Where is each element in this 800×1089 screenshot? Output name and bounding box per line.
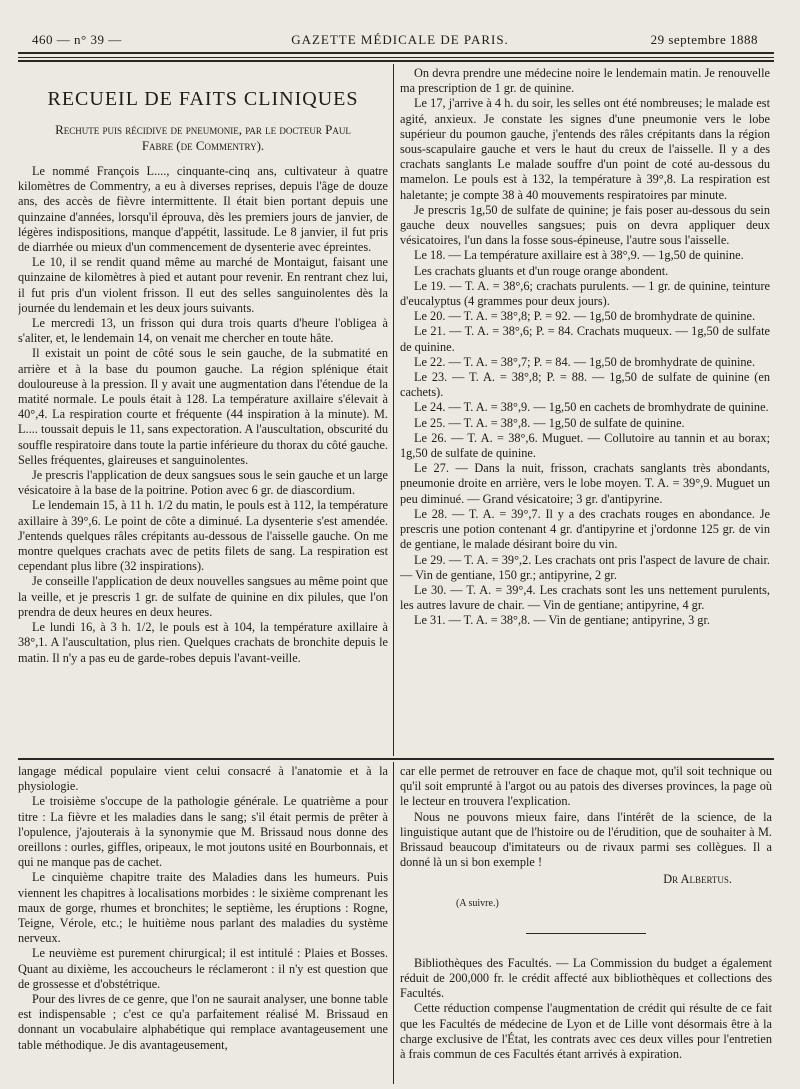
paragraph: Pour des livres de ce genre, que l'on ne saurait analyser, une bonne table est indispensable ; c'est ce qu'a parfaitement réalisé M. Brissaud en donnant un vocabulaire alphabétique qui remplace avantageusement une table méthodique. Je dis avantageusement, [18,992,388,1052]
paragraph: Cette réduction compense l'augmentation de crédit qui résulte de ce fait que les Facultés de médecine de Lyon et de Lille vont désormais être à la charge exclusive de l'État, les contrats avec ces deux villes pour l'entretien à frais commun de ces Facultés étant arrivés à expiration. [400,1001,772,1062]
paragraph: Le lundi 16, à 3 h. 1/2, le pouls est à 104, la température axillaire à 38°,1. A l'auscultation, plus rien. Quelques crachats de bronchite depuis le matin. Il n'y a pas eu de garde-robes depuis l'avant-veille. [18,620,388,665]
paragraph: Le cinquième chapitre traite des Maladies dans les humeurs. Puis viennent les chapitres à localisations morbides : le sixième comprenant les maux de gorge, rhumes et bronchites; le septième, les éruptions : Rogne, Teigne, Vérole, etc.; le huitième nous parlant des maladies du système nerveux. [18,870,388,946]
to-be-continued: (A suivre.) [456,897,499,909]
separator-rule [526,933,646,934]
paragraph: Le 29. — T. A. = 39°,2. Les crachats ont pris l'aspect de lavure de chair. — Vin de gentiane, 150 gr.; antipyrine, 2 gr. [400,552,770,582]
case-title-line-1: Rechute puis récidive de pneumonie, par le docteur Paul [55,122,351,137]
article-column-left [18,164,388,754]
paragraph: On devra prendre une médecine noire le lendemain matin. Je renouvelle ma prescription de 1 gr. de quinine. [400,66,770,96]
paragraph: Le 17, j'arrive à 4 h. du soir, les selles ont été nombreuses; le malade est agité, anxieux. Je constate les signes d'une pneumonie vers le lobe supérieur du poumon gauche, j'entends des râles crépitants dans la région sous-scapulaire gauche et vers le haut du creux de l'aisselle. Il y a des crachats sanglants Le malade souffre d'un point de coté au-dessous du mamelon. Le pouls est à 132, la température à 39°,8. La respiration est haletante; je compte 38 à 40 mouvements respiratoires par minute. [400,96,770,202]
mid-page-rule [18,758,774,760]
paragraph: Le lendemain 15, à 11 h. 1/2 du matin, le pouls est à 112, la température axillaire à 39°,6. Le point de côte a diminué. La dysenterie s'est amendée. J'entends quelques râles crépitants au-dessous de l'aisselle gauche. On me montre quelques crachats avec de petits filets de sang. La respiration est cependant plus libre (32 inspirations). [18,498,388,574]
paragraph: Le 10, il se rendit quand même au marché de Montaigut, faisant une quinzaine de kilomètres à pied et autant pour revenir. En rentrant chez lui, il fut pris d'un violent frisson. Il eut des selles sanguinolentes dès la journée du lendemain et les deux jours suivants. [18,255,388,315]
paragraph: Le 22. — T. A. = 38°,7; P. = 84. — 1g,50 de bromhydrate de quinine. [414,354,756,369]
case-title-line-2: Fabre (de Commentry). [141,138,265,153]
paragraph: Le 20. — T. A. = 38°,8; P. = 92. — 1g,50 de bromhydrate de quinine. [414,309,756,324]
paragraph: Le 27. — Dans la nuit, frisson, crachats sanglants très abondants, pneumonie droite en arrière, vers le lobe moyen. T. A. = 39°,9. Muguet un peu diminué. — Grand vésicatoire; 3 gr. d'antipyrine. [400,461,770,506]
column-divider-bottom [393,762,394,1084]
case-title [18,122,388,154]
review-column-left [18,764,388,1084]
paragraph: Il existait un point de côté sous le sein gauche, de la submatité en arrière et à la base du poumon gauche. La région splénique était douloureuse à la pression. Il y avait une augmentation dans l'étendue de la matité normale. Le pouls était à 128. La température axillaire s'élevait à 40°,4. La respiration courte et fréquente (44 inspiration à la minute). M. L.... toussait depuis le 11, sans expectoration. A l'auscultation, obscurité du souffle respiratoire dans toute la partie inférieure du thorax du côté gauche. Selles fréquentes, glaireuses et sanguinolentes. [18,346,388,467]
paragraph: Le 31. — T. A. = 38°,8. — Vin de gentiane; antipyrine, 3 gr. [414,613,710,628]
header-rule-thick [18,52,774,54]
paragraph: Je conseille l'application de deux nouvelles sangsues au même point que la veille, et je prescris 1 gr. de sulfate de quinine en dix pilules, que l'on prendra de deux heures en deux heures. [18,574,388,619]
header-rule-thin [18,57,774,58]
paragraph: Je prescris l'application de deux sangsues sous le sein gauche et un large vésicatoire à la base de la poitrine. Potion avec 6 gr. de diascordium. [18,468,388,498]
paragraph: car elle permet de retrouver en face de chaque mot, qu'il soit technique ou qu'il soit emprunté à l'argot ou au patois des diverses provinces, la page où le lecteur en trouvera l'explication. [400,764,772,809]
paragraph: Le 18. — La température axillaire est à 38°,9. — 1g,50 de quinine. [414,248,744,263]
paragraph: Je prescris 1g,50 de sulfate de quinine; je fais poser au-dessous du sein gauche deux nouvelles sangsues; puis on devra appliquer deux vésicatoires, l'un dans la fosse sous-épineuse, l'autre sous l'aisselle. [400,202,770,248]
paragraph: Le 26. — T. A. = 38°,6. Muguet. — Collutoire au tannin et au borax; 1g,50 de sulfate de quinine. [400,430,770,461]
issue-date: 29 septembre 1888 [650,32,758,47]
journal-title: GAZETTE MÉDICALE DE PARIS. [291,32,509,47]
author-signature: Dr Albertus. [663,872,732,887]
paragraph: Le nommé François L...., cinquante-cinq ans, cultivateur à quatre kilomètres de Commentry, a eu à diverses reprises, depuis l'âge de douze ans, des accès de fièvre intermittente. Il était bien portant depuis une quinzaine d'années, lorsqu'il éprouva, dès les premiers jours de janvier, de légères indispositions, manque d'appétit, lassitude. Le 8 janvier, il fut pris de diarrhée ou mieux d'un commencement de dysenterie avec épreintes. [18,164,388,255]
section-title: RECUEIL DE FAITS CLINIQUES [47,88,359,110]
paragraph: Le 24. — T. A. = 38°,9. — 1g,50 en cachets de bromhydrate de quinine. [414,400,769,415]
paragraph: Le 28. — T. A. = 39°,7. Il y a des crachats rouges en abondance. Je prescris une potion contenant 4 gr. d'antipyrine et j'ordonne 125 gr. de vin de gentiane, le malade désirant boire du vin. [400,506,770,552]
column-divider-top [393,64,394,756]
paragraph: Le 19. — T. A. = 38°,6; crachats purulents. — 1 gr. de quinine, teinture d'eucalyptus (4 grammes pour deux jours). [400,278,770,309]
paragraph: Le mercredi 13, un frisson qui dura trois quarts d'heure l'obligea à s'aliter, et, le lendemain 14, on venait me chercher en toute hâte. [18,316,388,346]
review-column-right [400,764,772,1084]
paragraph: Bibliothèques des Facultés. — La Commission du budget a également réduit de 200,000 fr. le crédit affecté aux bibliothèques et collections des Facultés. [400,955,772,1001]
paragraph: Les crachats gluants et d'un rouge orange abondent. [414,263,669,278]
paragraph: Le troisième s'occupe de la pathologie générale. Le quatrième a pour titre : La fièvre et les maladies dans le sang; s'il était permis de prêter à l'opulence, j'ajouterais à la synonymie que M. Brissaud nous donne des oreillons : ourles, giffles, oripeaux, le mot joutons usité en Bourbonnais, et qui ne manque pas de cachet. [18,794,388,870]
header-rule-bottom [18,60,774,62]
paragraph: Nous ne pouvons mieux faire, dans l'intérêt de la science, de la linguistique autant que de l'histoire ou de l'érudition, que de souhaiter à M. Brissaud beaucoup d'imitateurs ou de rivaux parmi ses collègues. Il a donné là un si bon exemple ! [400,809,772,870]
paragraph: Le 30. — T. A. = 39°,4. Les crachats sont les uns nettement purulents, les autres lavure de chair. — Vin de gentiane; antipyrine, 4 gr. [400,582,770,613]
paragraph: Le 23. — T. A. = 38°,8; P. = 88. — 1g,50 de sulfate de quinine (en cachets). [400,370,770,400]
paragraph: Le 25. — T. A. = 38°,8. — 1g,50 de sulfate de quinine. [414,415,685,430]
page-number: 460 — n° 39 — [32,32,122,47]
paragraph: Le neuvième est purement chirurgical; il est intitulé : Plaies et Bosses. Quant au dixième, les accoucheurs le réclameront : il n'y est question que de grossesse et d'obstétrique. [18,946,388,991]
paragraph: langage médical populaire vient celui consacré à l'anatomie et à la physiologie. [18,764,388,794]
article-column-right [400,66,770,756]
paragraph: Le 21. — T. A. = 38°,6; P. = 84. Crachats muqueux. — 1g,50 de sulfate de quinine. [400,324,770,354]
